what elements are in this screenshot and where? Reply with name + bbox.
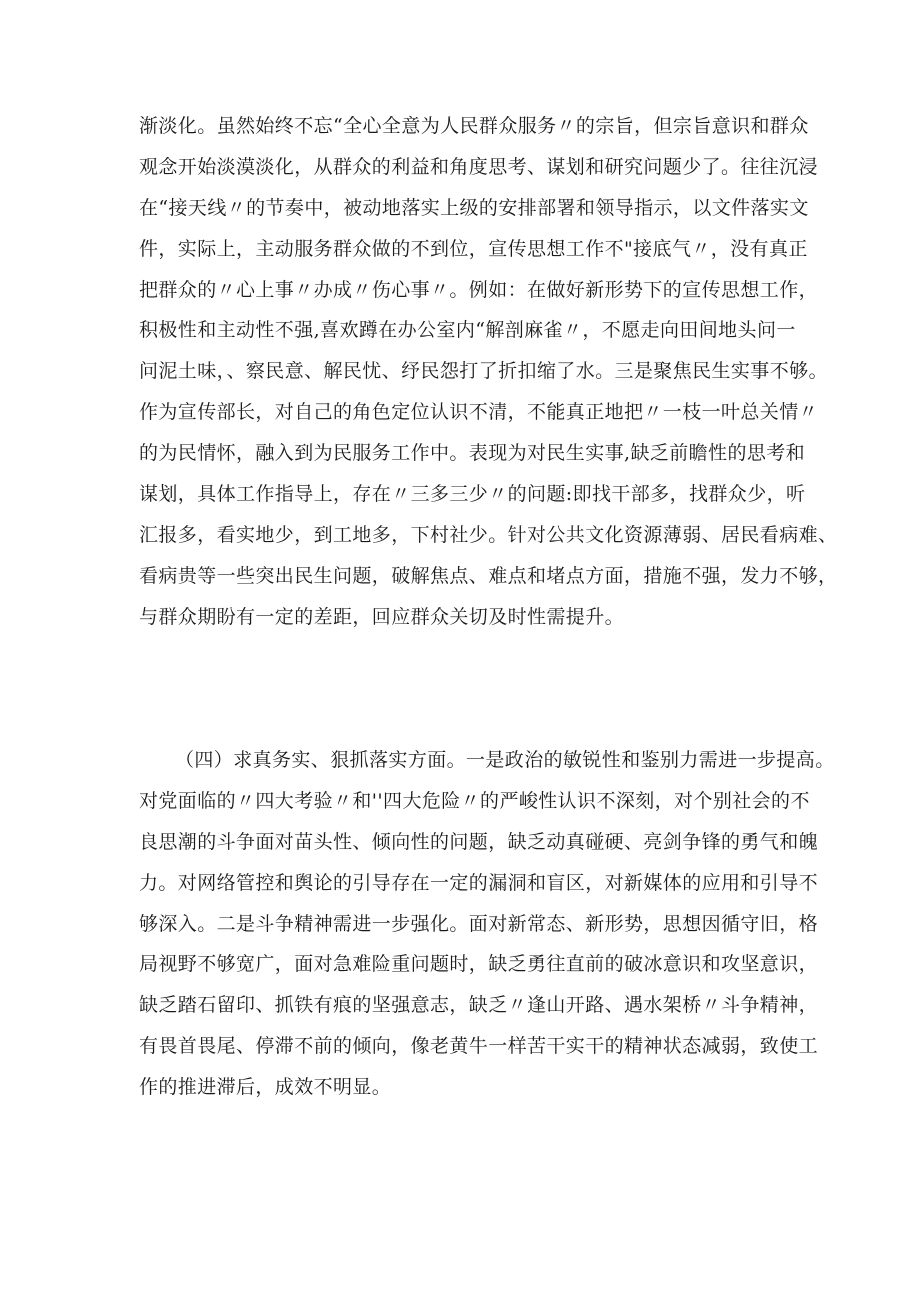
text-line: 件，实际上，主动服务群众做的不到位，宣传思想工作不"接底气〃，没有真正	[139, 237, 808, 260]
text-line: 汇报多，看实地少，到工地多，下村社少。针对公共文化资源薄弱、居民看病难、	[139, 523, 838, 546]
text-line: 渐淡化。虽然始终不忘“全心全意为人民群众服务〃的宗旨，但宗旨意识和群众	[139, 115, 809, 137]
text-line: 把群众的〃心上事〃办成〃伤心事〃。例如：在做好新形势下的宣传思想工作，	[139, 278, 819, 301]
text-line: 与群众期盼有一定的差距，回应群众关切及时性需提升。	[139, 605, 625, 628]
text-line: 作为宣传部长，对自己的角色定位认识不清，不能真正地把〃一枝一叶总关情〃	[139, 401, 819, 424]
text-line: 作的推进滞后，成效不明显。	[139, 1076, 392, 1099]
text-line: 力。对网络管控和舆论的引导存在一定的漏洞和盲区，对新媒体的应用和引导不	[139, 871, 819, 894]
text-line: 对党面临的〃四大考验〃和''四大危险〃的严峻性认识不深刻，对个别社会的不	[139, 789, 810, 812]
text-line: 谋划，具体工作指导上，存在〃三多三少〃的问题:即找干部多，找群众少，听	[139, 483, 806, 506]
paragraph-1	[139, 106, 838, 638]
text-line: 有畏首畏尾、停滞不前的倾向，像老黄牛一样苦干实干的精神状态减弱，致使工	[139, 1035, 819, 1058]
text-line: 的为民情怀，融入到为民服务工作中。表现为对民生实事,缺乏前瞻性的思考和	[139, 442, 806, 465]
text-line: 积极性和主动性不强,喜欢蹲在办公室内“解剖麻雀〃，不愿走向田间地头问一	[139, 319, 796, 342]
text-line: 看病贵等一些突出民生问题，破解焦点、难点和堵点方面，措施不强，发力不够，	[139, 564, 838, 587]
text-line: 在“接天线〃的节奏中，被动地落实上级的安排部署和领导指示，以文件落实文	[139, 196, 809, 219]
text-line: （四）求真务实、狠抓落实方面。一是政治的敏锐性和鉴别力需进一步提高。	[175, 749, 835, 771]
text-line: 局视野不够宽广，面对急难险重问题时，缺乏勇往直前的破冰意识和攻坚意识，	[139, 953, 819, 976]
text-line: 缺乏踏石留印、抓铁有痕的坚强意志，缺乏〃逢山开路、遇水架桥〃斗争精神，	[139, 994, 819, 1017]
text-line: 良思潮的斗争面对苗头性、倾向性的问题，缺乏动真碰硬、亮剑争锋的勇气和魄	[139, 830, 819, 853]
text-line: 问泥土味，、察民意、解民忧、纾民怨打了折扣缩了水。三是聚焦民生实事不够。	[139, 360, 828, 383]
paragraph-2	[139, 740, 835, 1108]
text-line: 够深入。二是斗争精神需进一步强化。面对新常态、新形势，思想因循守旧，格	[139, 912, 819, 935]
text-line: 观念开始淡漠淡化，从群众的利益和角度思考、谋划和研究问题少了。往往沉浸	[139, 155, 819, 178]
